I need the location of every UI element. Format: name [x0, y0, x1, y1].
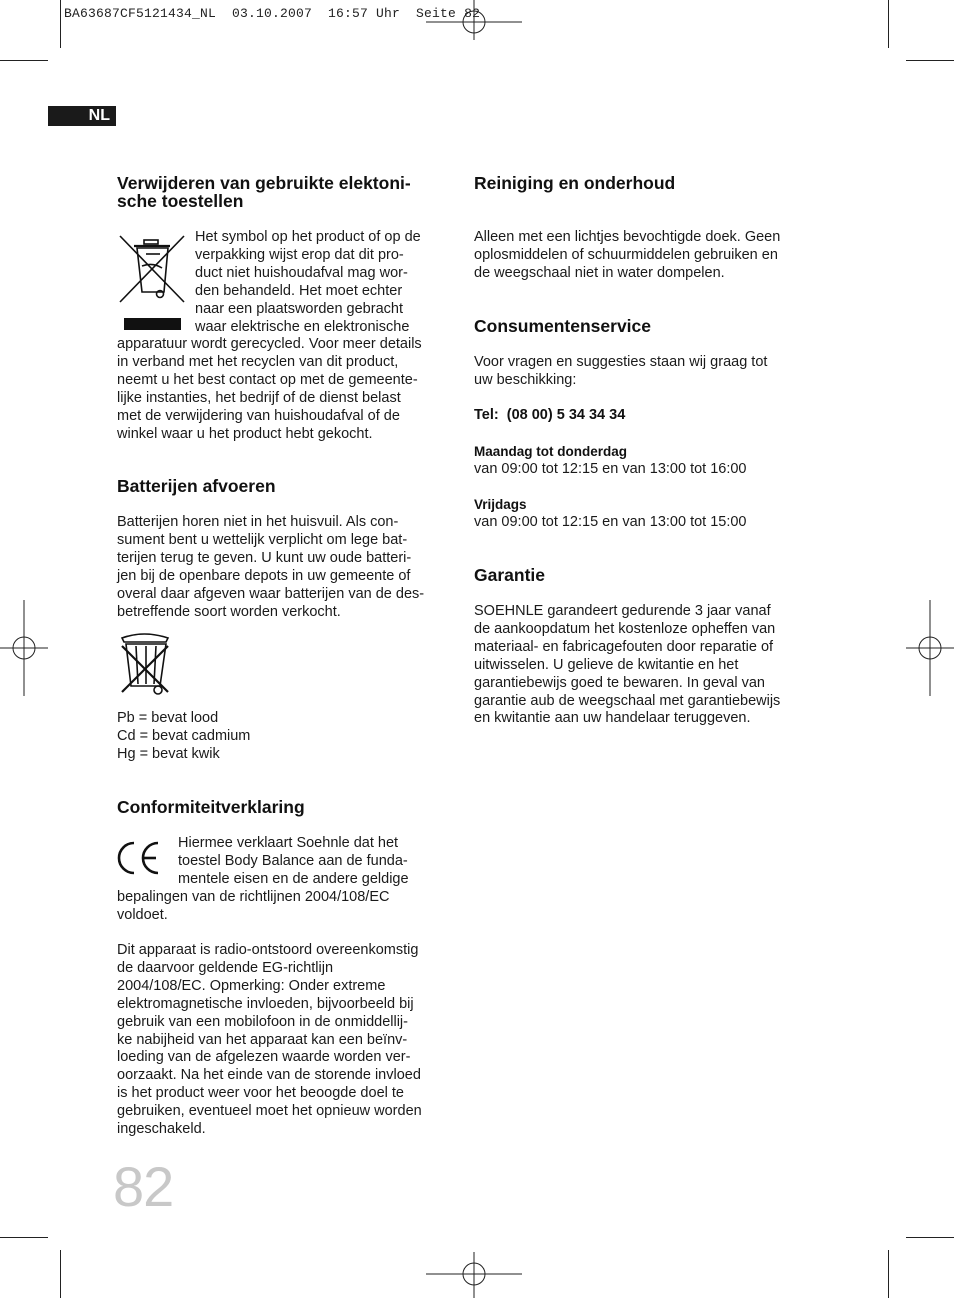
section-title: Consumentenservice [474, 316, 652, 336]
paragraph-line: de weegschaal niet in water dompelen. [474, 264, 725, 281]
legend-item: Pb = bevat lood [117, 710, 219, 726]
hours-label: Vrijdags [474, 497, 527, 512]
batteries-section [117, 477, 447, 495]
hours-value: van 09:00 tot 12:15 en van 13:00 tot 15:00 [474, 513, 747, 530]
paragraph-line: Dit apparaat is radio-ontstoord overeenkomstig [117, 942, 419, 958]
recycling-text [117, 229, 447, 444]
paragraph-line: winkel waar u het product hebt gekocht. [117, 425, 373, 442]
hours-label: Maandag tot donderdag [474, 444, 627, 459]
paragraph-line: gebruik van een mobilofoon in de onmiddellij- [117, 1013, 408, 1030]
paragraph-line: overal daar afgeven waar batterijen van de des- [117, 585, 425, 602]
legend-item: Hg = bevat kwik [117, 745, 220, 762]
warranty-section [474, 566, 806, 584]
phone-number: Tel: (08 00) 5 34 34 34 [474, 407, 626, 423]
registration-mark-icon [0, 600, 50, 696]
paragraph-line: elektromagnetische invloeden, bijvoorbeeld bij [117, 995, 414, 1012]
paragraph-line: de daarvoor geldende EG-richtlijn [117, 959, 334, 976]
paragraph-line: lijke instanties, het bedrijf of de dienst belast [117, 390, 401, 407]
paragraph-line: ke nabijheid van het apparaat kan een beïnv- [117, 1031, 408, 1048]
print-header: BA63687CF5121434_NL 03.10.2007 16:57 Uhr Seite 82 [64, 6, 481, 21]
paragraph-line: uw beschikking: [474, 371, 577, 388]
service-section [474, 317, 806, 335]
language-tab [48, 106, 116, 126]
battery-crossed-bin-icon [116, 632, 172, 698]
paragraph-line: Voor vragen en suggesties staan wij graag tot [474, 354, 768, 370]
paragraph-line: apparatuur wordt gerecycled. Voor meer details [117, 336, 422, 353]
paragraph-line: Hiermee verklaart Soehnle dat het [178, 835, 399, 851]
section-title: Verwijderen van gebruikte elektoni- sche toestellen [117, 173, 411, 211]
paragraph-line: neemt u het best contact op met de gemeente- [117, 372, 418, 389]
service-text [474, 354, 806, 390]
paragraph-line: den behandeld. Het moet echter [195, 282, 403, 299]
paragraph-line: garantie aub de weegschaal met garantiebewijs [474, 692, 781, 709]
batteries-text [117, 514, 447, 621]
service-hours-weekday [474, 443, 806, 479]
paragraph-line: Batterijen horen niet in het huisvuil. Als con- [117, 514, 399, 530]
paragraph-line: uitwisselen. U gelieve de kwitantie en het [474, 656, 739, 673]
warranty-text [474, 603, 806, 728]
paragraph-line: Alleen met een lichtjes bevochtigde doek. Geen [474, 229, 781, 245]
paragraph-line: 2004/108/EC. Opmerking: Onder extreme [117, 977, 386, 994]
emc-text [117, 942, 447, 1139]
paragraph-line: is het product weer voor het beoogde doel te [117, 1085, 404, 1102]
paragraph-line: betreffende soort worden verkocht. [117, 603, 341, 620]
paragraph-line: voldoet. [117, 906, 168, 923]
paragraph-line: en kwitantie aan uw handelaar teruggeven. [474, 710, 751, 727]
paragraph-line: materiaal- en fabricagefouten door reparatie of [474, 638, 774, 655]
crop-mark [0, 60, 48, 61]
registration-mark-icon [904, 600, 954, 696]
paragraph-line: terijen terug te geven. U kunt uw oude batteri- [117, 549, 412, 566]
paragraph-line: garantiebewijs goed te bewaren. In geval van [474, 674, 765, 691]
crop-mark [60, 1250, 61, 1298]
legend-item: Cd = bevat cadmium [117, 727, 251, 744]
paragraph-line: bepalingen van de richtlijnen 2004/108/EC [117, 888, 390, 905]
battery-legend [117, 710, 447, 764]
section-title: Reiniging en onderhoud [474, 173, 676, 193]
paragraph-line: jen bij de openbare depots in uw gemeente of [117, 567, 411, 584]
page-number: 82 [113, 1155, 174, 1218]
language-label: NL [88, 107, 110, 124]
paragraph-line: toestel Body Balance aan de funda- [178, 852, 408, 869]
crop-mark [0, 1237, 48, 1238]
service-phone [474, 407, 806, 425]
paragraph-line: naar een plaatsworden gebracht [195, 300, 403, 317]
paragraph-line: de aankoopdatum het kostenloze opheffen van [474, 620, 776, 637]
service-hours-friday [474, 496, 806, 532]
paragraph-line: oorzaakt. Na het einde van de storende invloed [117, 1067, 421, 1084]
conformity-text [117, 835, 447, 925]
section-title: Batterijen afvoeren [117, 476, 276, 496]
paragraph-line: mentele eisen en de andere geldige [178, 870, 409, 887]
section-title: Garantie [474, 565, 545, 585]
paragraph-line: gebruiken, eventueel moet het opnieuw worden [117, 1103, 422, 1120]
hours-value: van 09:00 tot 12:15 en van 13:00 tot 16:00 [474, 460, 747, 477]
crop-mark [888, 0, 889, 48]
paragraph-line: duct niet huishoudafval mag wor- [195, 264, 408, 281]
paragraph-line: waar elektrische en elektronische [195, 318, 410, 335]
crop-mark [60, 0, 61, 48]
registration-mark-icon [426, 1252, 526, 1298]
crop-mark [906, 60, 954, 61]
cleaning-section [474, 174, 806, 192]
crop-mark [906, 1237, 954, 1238]
paragraph-line: Het symbol op het product of op de [195, 229, 421, 245]
conformity-section [117, 798, 447, 816]
paragraph-line: sument bent u wettelijk verplicht om lege bat- [117, 531, 408, 548]
paragraph-line: loeding van de afgelezen waarde worden ver- [117, 1049, 411, 1066]
paragraph-line: ingeschakeld. [117, 1121, 206, 1138]
paragraph-line: SOEHNLE garandeert gedurende 3 jaar vanaf [474, 603, 771, 619]
paragraph-line: verpakking wijst erop dat dit pro- [195, 246, 404, 263]
section-title: Conformiteitverklaring [117, 797, 305, 817]
recycling-section [117, 174, 447, 210]
crop-mark [888, 1250, 889, 1298]
paragraph-line: oplosmiddelen of schuurmiddelen gebruiken en [474, 246, 778, 263]
cleaning-text [474, 229, 806, 283]
paragraph-line: in verband met het recyclen van dit product, [117, 354, 399, 371]
paragraph-line: met de verwijdering van huishoudafval of de [117, 408, 400, 425]
